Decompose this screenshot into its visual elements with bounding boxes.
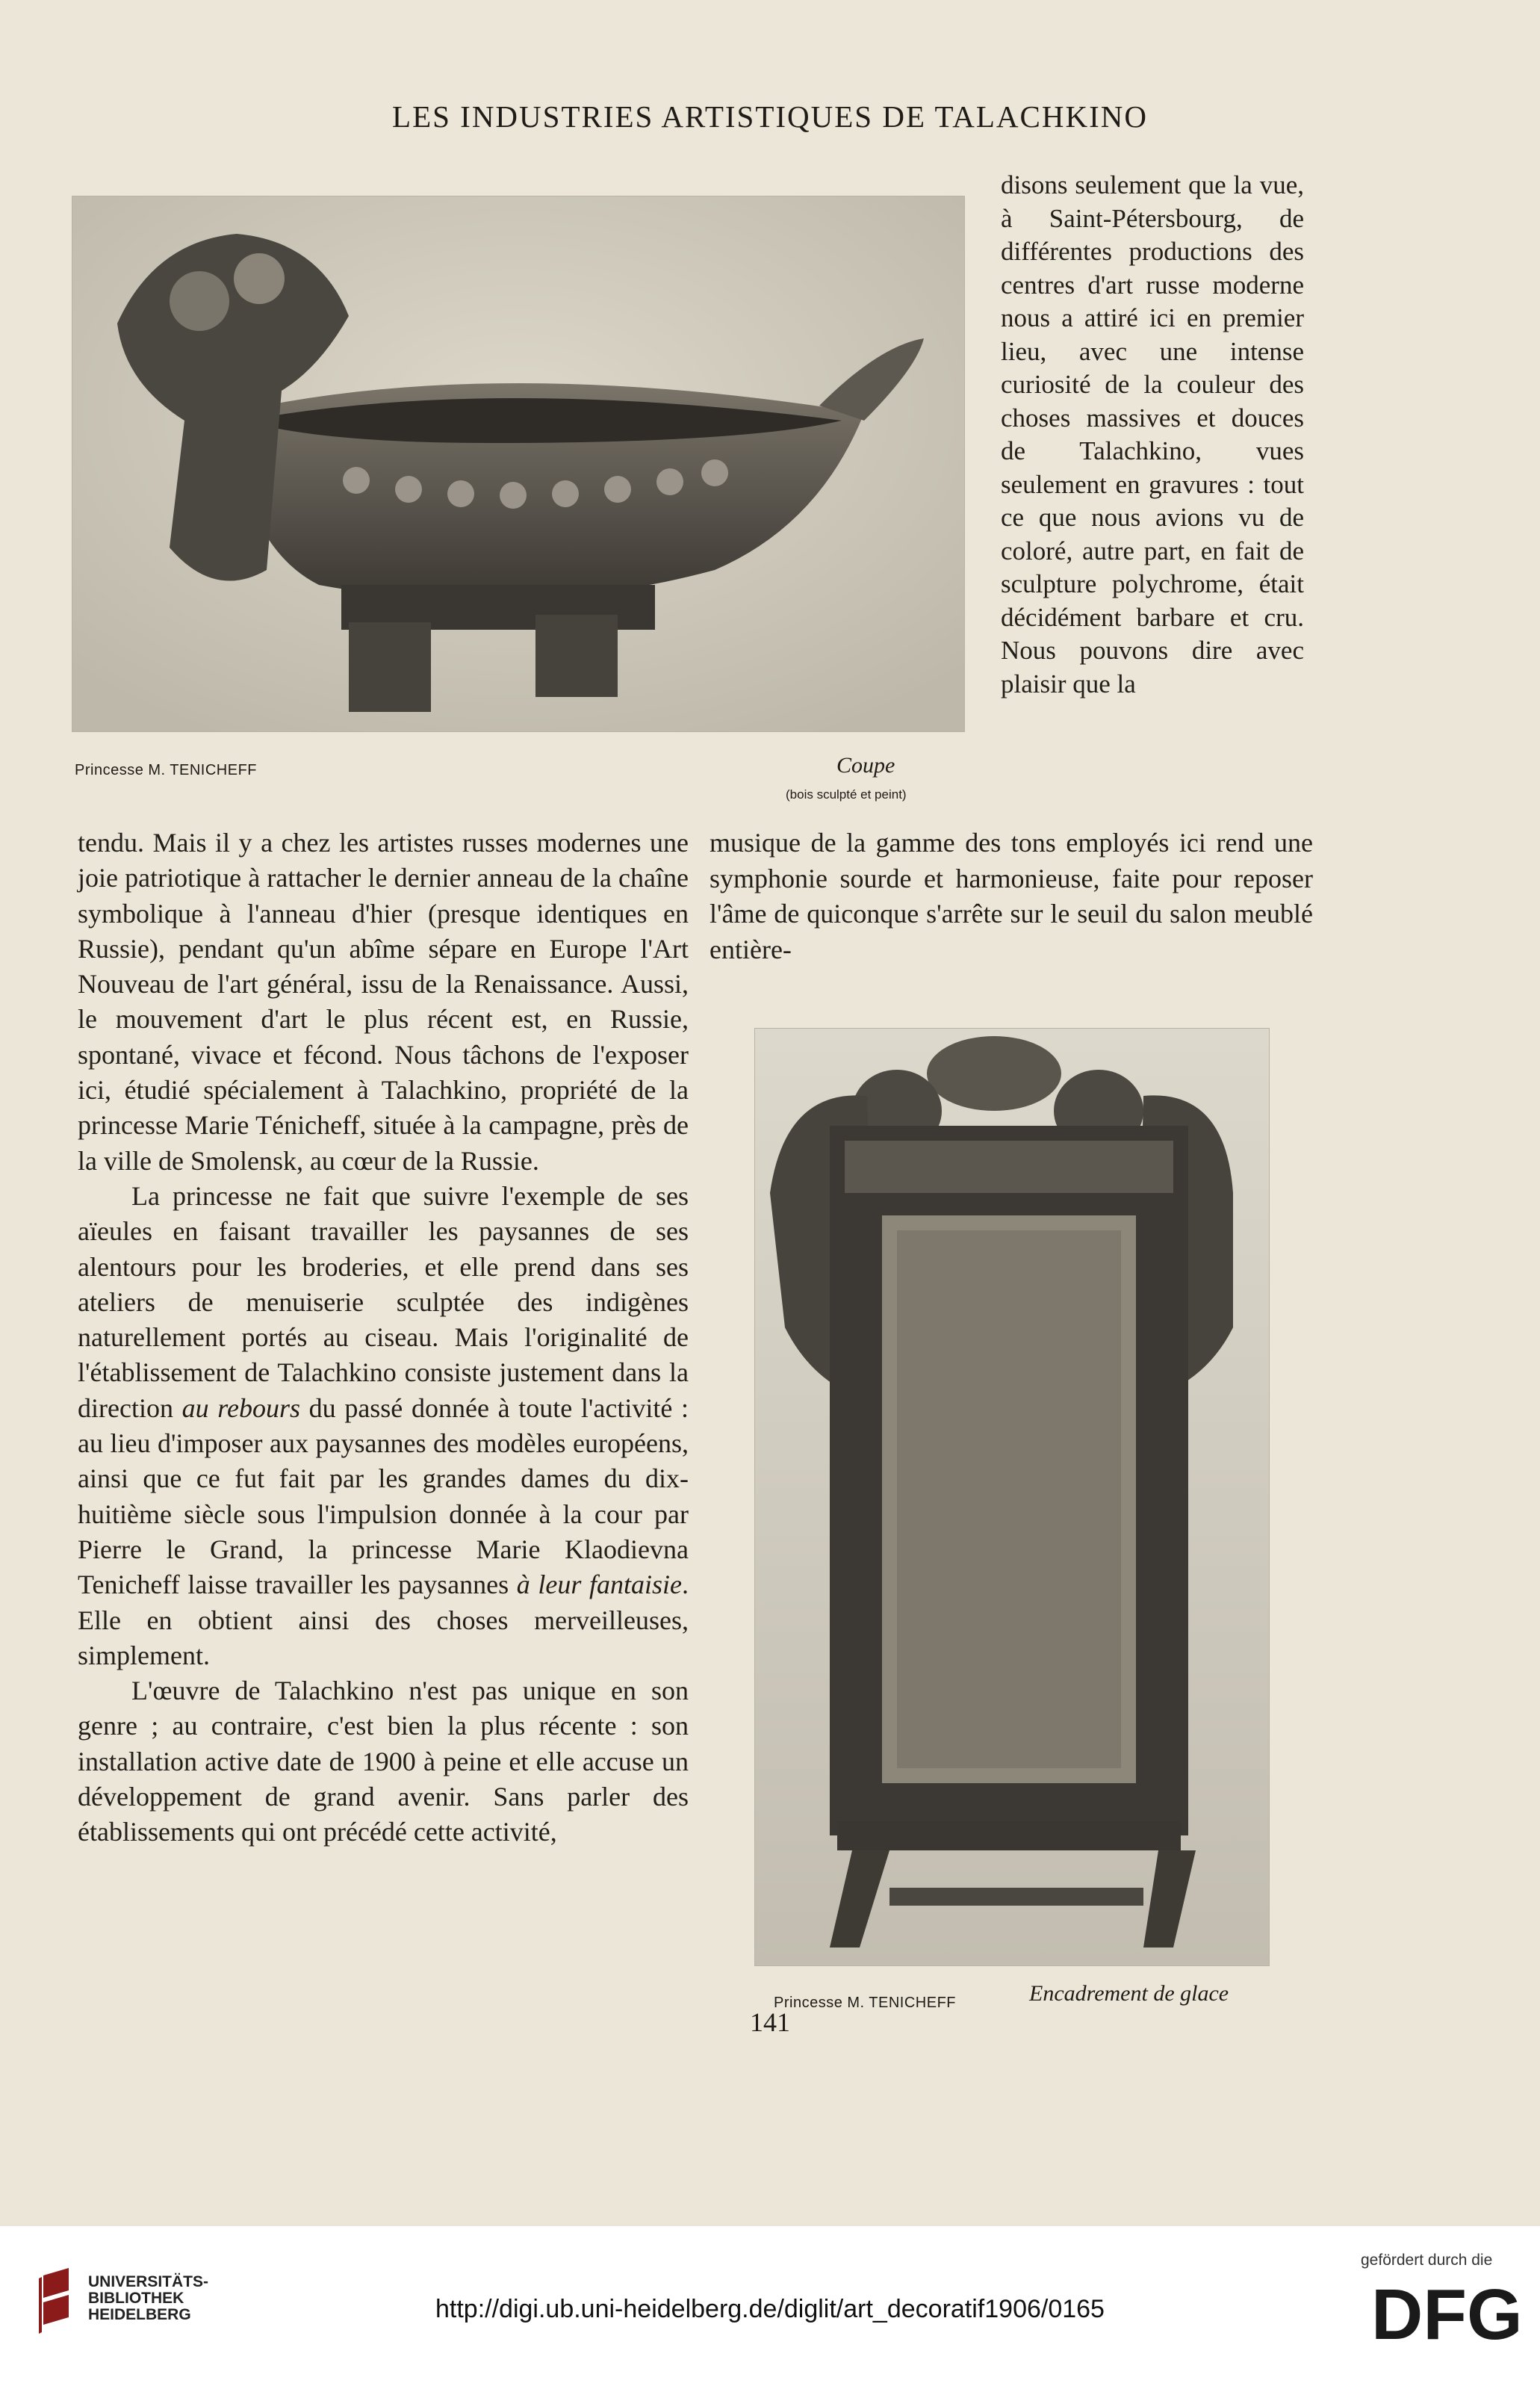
mirror-caption-credit: Princesse M. TENICHEFF xyxy=(774,1995,956,2011)
library-line-3: HEIDELBERG xyxy=(88,2306,191,2323)
library-line-2: BIBLIOTHEK xyxy=(88,2290,184,2307)
left-column xyxy=(78,825,689,1850)
paragraph-2-text-a: La princesse ne fait que suivre l'exemple de ses aïeules en faisant travailler les paysannes de ses alentours pour les broderies, et elle prend dans ses ateliers de menuiserie sculptée des indigènes naturellement portés au ciseau. Mais l'originalité de l'établissement de Talachkino consiste justement dans la direction xyxy=(78,1180,689,1423)
paragraph-2 xyxy=(78,1179,689,1673)
right-mid-paragraph: musique de la gamme des tons employés ici rend une symphonie sourde et harmonieuse, faite pour reposer l'âme de quiconque s'arrête sur le seuil du salon meublé entière- xyxy=(710,828,1313,964)
paragraph-2-text-c: . Elle en obtient ainsi des choses merveilleuses, simplement. xyxy=(78,1570,689,1670)
right-column-top xyxy=(1001,169,1304,701)
mirror-caption-title: Encadrement de glace xyxy=(1029,1981,1229,2006)
paragraph-3: L'œuvre de Talachkino n'est pas unique en son genre ; au contraire, c'est bien la plus récente : son installation active date de 1900 à peine et elle accuse un développement de grand avenir. Sans parler des établissements qui ont précédé cette activité, xyxy=(78,1676,689,1847)
library-line-1: UNIVERSITÄTS- xyxy=(88,2273,209,2290)
permalink[interactable]: http://digi.ub.uni-heidelberg.de/diglit/art_decoratif1906/0165 xyxy=(435,2295,1105,2323)
bowl-caption-credit: Princesse M. TENICHEFF xyxy=(75,762,257,778)
bowl-caption-subtitle: (bois sculpté et peint) xyxy=(786,787,907,802)
footer xyxy=(0,2226,1540,2386)
right-top-paragraph: disons seulement que la vue, à Saint-Pétersbourg, de différentes productions des centres d'art russe moderne nous a attiré ici en premier lieu, avec une intense curiosité de la couleur des choses massives et douces de Talachkino, vues seulement en gravures : tout ce que nous avions vu de coloré, autre part, en fait de sculpture polychrome, était décidément barbare et cru. Nous pouvons dire avec plaisir que la xyxy=(1001,170,1304,698)
right-column-mid xyxy=(710,825,1313,967)
mirror-photo xyxy=(754,1028,1270,1966)
paragraph-2-italic-2: à leur fantaisie xyxy=(516,1570,682,1600)
bowl-photo xyxy=(72,196,965,732)
bowl-caption-title: Coupe xyxy=(836,753,895,778)
paragraph-2-text-b: du passé donnée à toute l'activité : au lieu d'imposer aux paysannes des modèles européens, ainsi que ce fut fait par les grandes dames du dix-huitième siècle sous l'impulsion donnée à la cour par Pierre le Grand, la princesse Marie Klaodievna Tenicheff laisse travailler les paysannes xyxy=(78,1392,689,1600)
funded-by-label: gefördert durch die xyxy=(1361,2252,1493,2269)
paragraph-2-italic-1: au rebours xyxy=(181,1392,300,1423)
page-number: 141 xyxy=(750,2007,790,2037)
paragraph-1: tendu. Mais il y a chez les artistes russes modernes une joie patriotique à rattacher le dernier anneau de la chaîne symbolique à l'anneau d'hier (presque identiques en Russie), pendant qu'un abîme sépare en Europe l'Art Nouveau de l'art général, issu de la Renaissance. Aussi, le mouvement d'art le plus récent est, en Russie, spontané, vivace et fécond. Nous tâchons de l'exposer ici, étudié spécialement à Talachkino, propriété de la princesse Marie Ténicheff, située à la campagne, près de la ville de Smolensk, au cœur de la Russie. xyxy=(78,828,689,1176)
dfg-logo: DFG xyxy=(1371,2275,1523,2355)
running-title: LES INDUSTRIES ARTISTIQUES DE TALACHKINO xyxy=(392,99,1148,134)
